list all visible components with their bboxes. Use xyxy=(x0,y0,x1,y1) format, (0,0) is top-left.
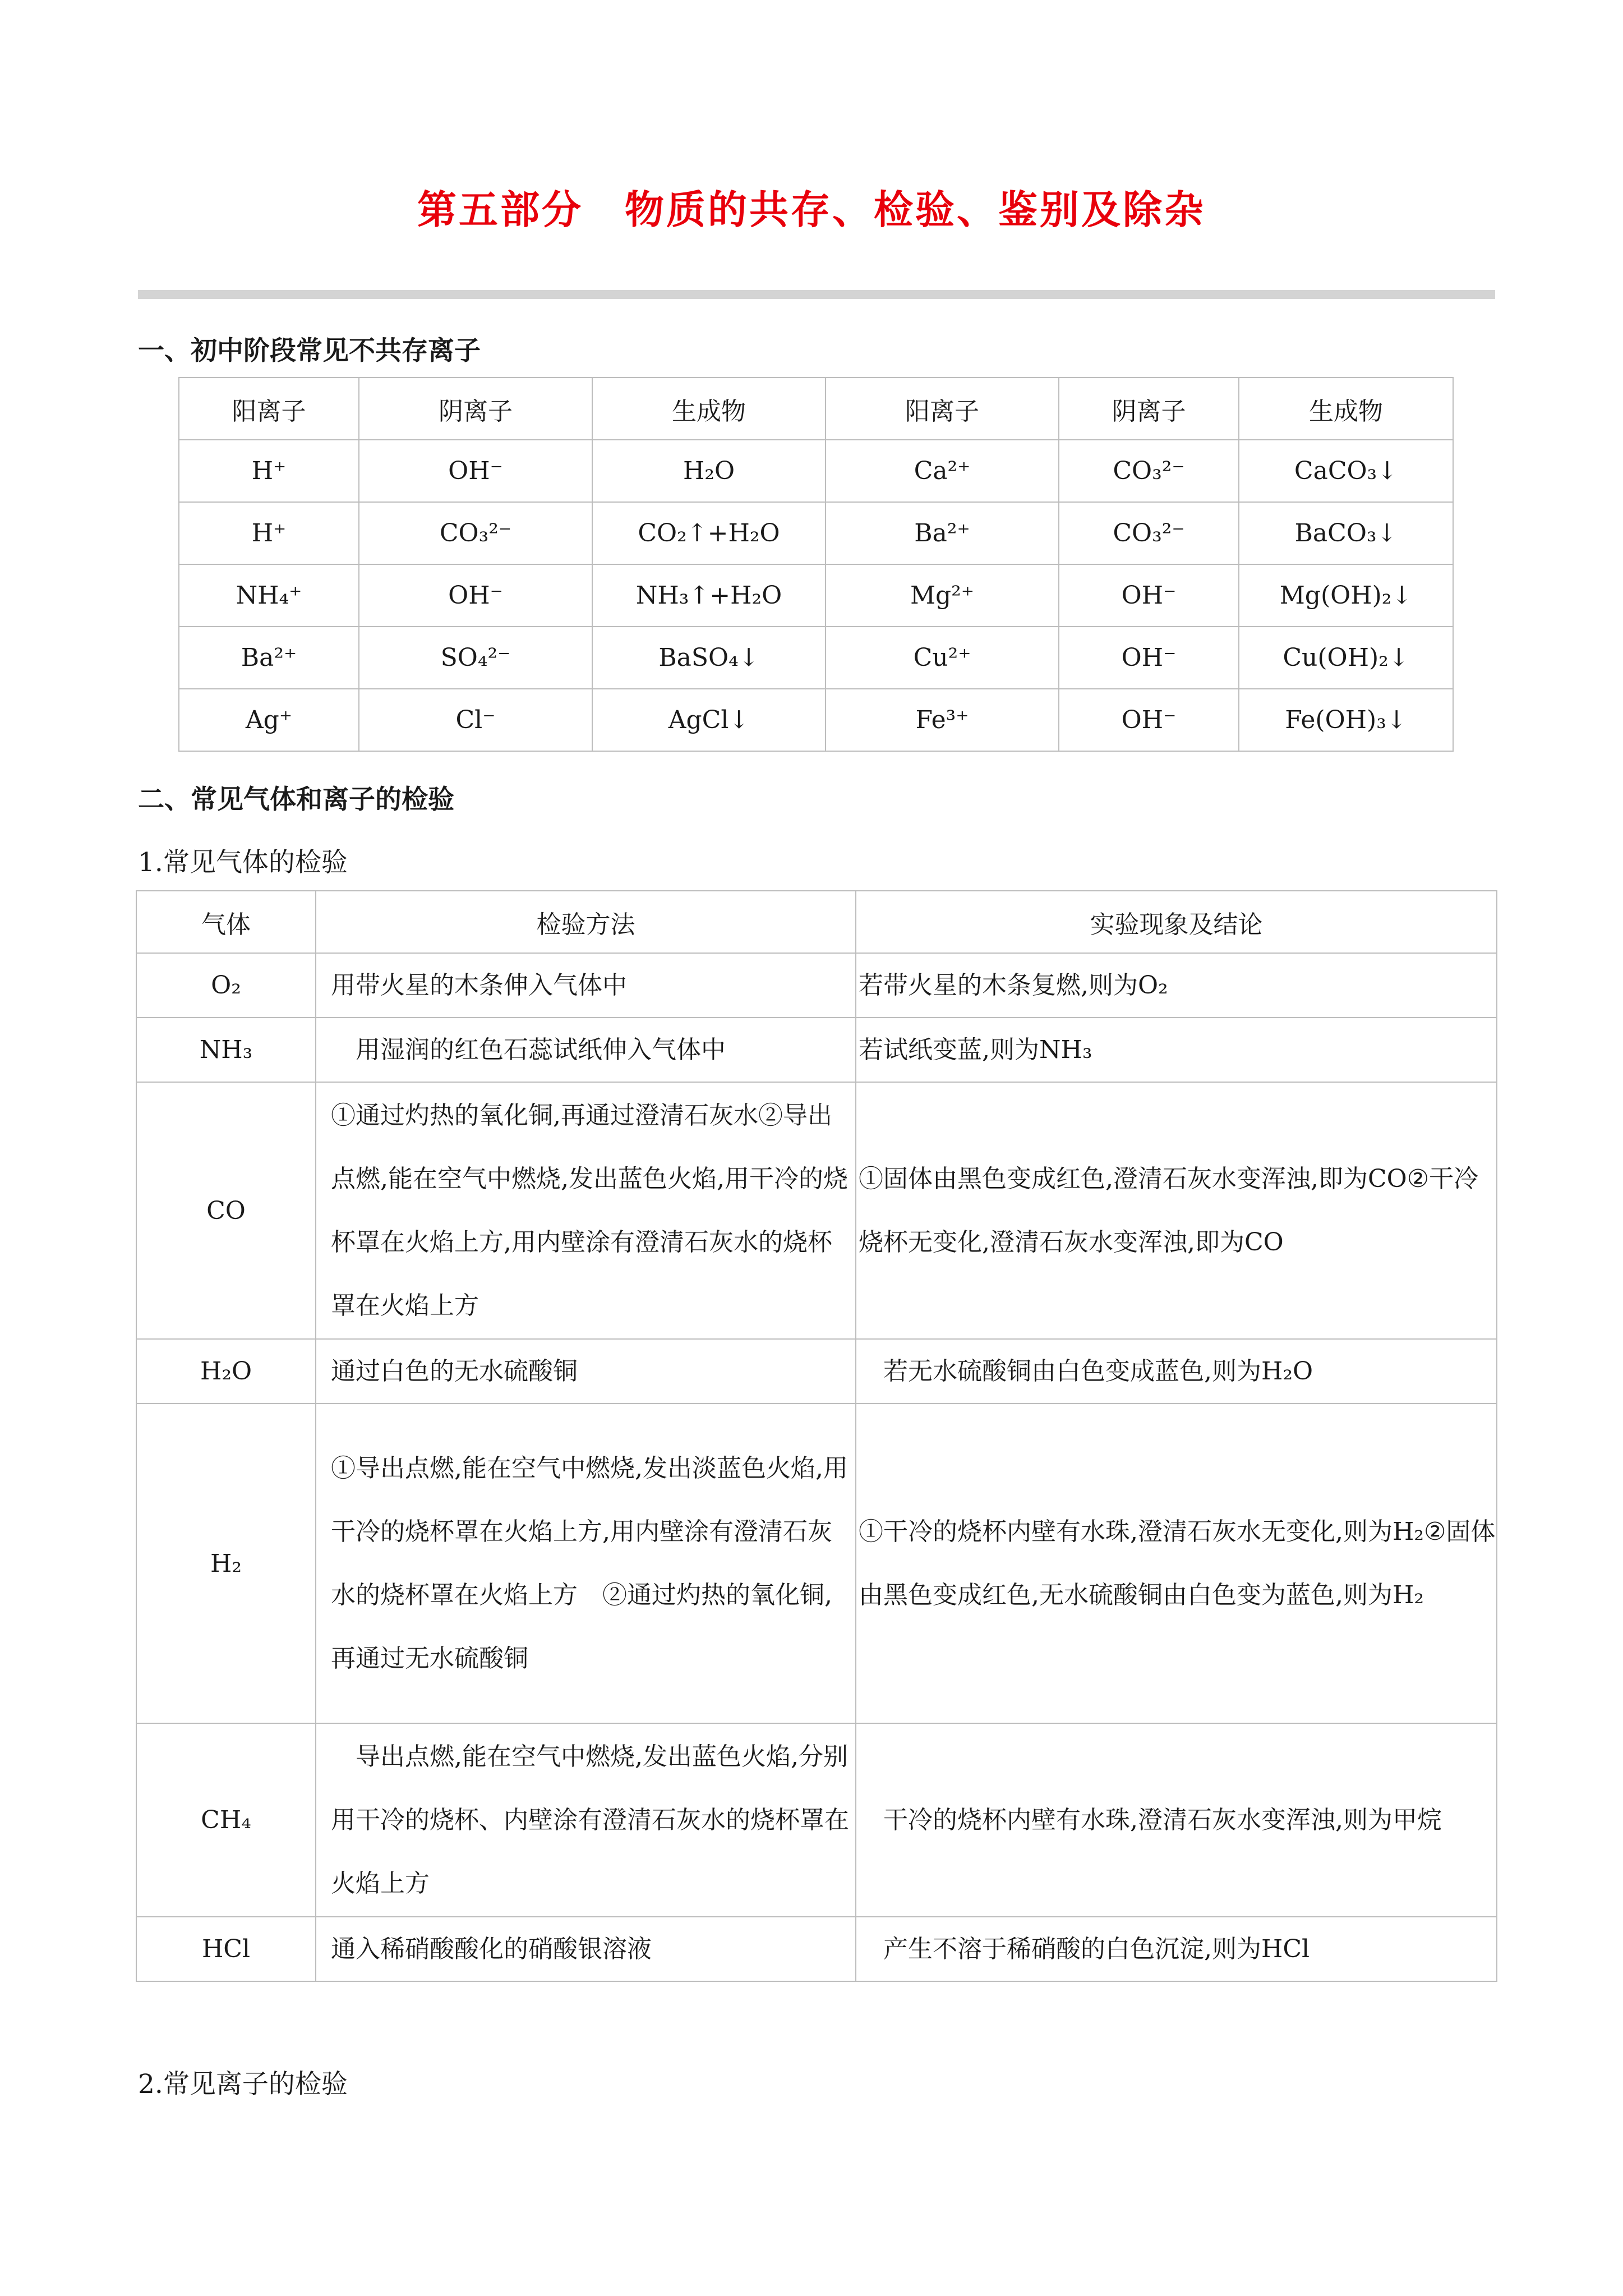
table-cell: Mg²⁺ xyxy=(826,564,1059,627)
ion-table-header xyxy=(179,378,1453,440)
method-cell: 导出点燃,能在空气中燃烧,发出蓝色火焰,分别用干冷的烧杯、内壁涂有澄清石灰水的烧杯罩在火焰上方 xyxy=(316,1723,856,1917)
header-cell: 阳离子 xyxy=(179,378,359,440)
gas-cell: H₂ xyxy=(136,1404,316,1723)
table-cell: CO₂↑+H₂O xyxy=(592,502,826,564)
table-cell: OH⁻ xyxy=(359,564,592,627)
method-cell: 用湿润的红色石蕊试纸伸入气体中 xyxy=(316,1018,856,1082)
table-cell: OH⁻ xyxy=(1059,564,1239,627)
table-cell: Ba²⁺ xyxy=(826,502,1059,564)
table-cell: OH⁻ xyxy=(1059,627,1239,689)
page-title: 第五部分 物质的共存、检验、鉴别及除杂 xyxy=(417,187,1206,233)
table-cell: Cl⁻ xyxy=(359,689,592,751)
header-cell: 气体 xyxy=(136,891,316,953)
table-cell: CO₃²⁻ xyxy=(1059,502,1239,564)
table-cell: CO₃²⁻ xyxy=(359,502,592,564)
method-cell: 用带火星的木条伸入气体中 xyxy=(316,953,856,1018)
result-cell: ①干冷的烧杯内壁有水珠,澄清石灰水无变化,则为H₂②固体由黑色变成红色,无水硫酸铜由白色变为蓝色,则为H₂ xyxy=(856,1404,1497,1723)
header-cell: 阴离子 xyxy=(1059,378,1239,440)
gas-test-subheading: 1.常见气体的检验 xyxy=(138,847,348,878)
result-cell: 若试纸变蓝,则为NH₃ xyxy=(856,1018,1497,1082)
table-cell: NH₄⁺ xyxy=(179,564,359,627)
table-row xyxy=(179,502,1453,564)
table-cell: OH⁻ xyxy=(1059,689,1239,751)
table-cell: AgCl↓ xyxy=(592,689,826,751)
table-cell: H₂O xyxy=(592,440,826,502)
table-cell: Fe(OH)₃↓ xyxy=(1239,689,1453,751)
method-cell: ①通过灼热的氧化铜,再通过澄清石灰水②导出点燃,能在空气中燃烧,发出蓝色火焰,用干冷的烧杯罩在火焰上方,用内壁涂有澄清石灰水的烧杯罩在火焰上方 xyxy=(316,1082,856,1339)
title-divider xyxy=(138,290,1495,299)
gas-test-table xyxy=(136,890,1497,1982)
method-cell: 通入稀硝酸酸化的硝酸银溶液 xyxy=(316,1917,856,1981)
table-cell: H⁺ xyxy=(179,440,359,502)
section1-heading: 一、初中阶段常见不共存离子 xyxy=(138,335,481,366)
section2-heading: 二、常见气体和离子的检验 xyxy=(138,784,454,815)
gas-cell: HCl xyxy=(136,1917,316,1981)
method-cell: ①导出点燃,能在空气中燃烧,发出淡蓝色火焰,用干冷的烧杯罩在火焰上方,用内壁涂有澄清石灰水的烧杯罩在火焰上方 ②通过灼热的氧化铜,再通过无水硫酸铜 xyxy=(316,1404,856,1723)
table-cell: Mg(OH)₂↓ xyxy=(1239,564,1453,627)
table-row xyxy=(179,689,1453,751)
table-row xyxy=(136,953,1497,1018)
table-cell: Fe³⁺ xyxy=(826,689,1059,751)
table-cell: BaSO₄↓ xyxy=(592,627,826,689)
table-cell: Cu²⁺ xyxy=(826,627,1059,689)
table-row xyxy=(179,564,1453,627)
gas-cell: O₂ xyxy=(136,953,316,1018)
method-cell: 通过白色的无水硫酸铜 xyxy=(316,1339,856,1404)
ion-test-subheading: 2.常见离子的检验 xyxy=(138,2069,348,2100)
table-cell: SO₄²⁻ xyxy=(359,627,592,689)
header-cell: 实验现象及结论 xyxy=(856,891,1497,953)
table-row xyxy=(136,1723,1497,1917)
result-cell: 干冷的烧杯内壁有水珠,澄清石灰水变浑浊,则为甲烷 xyxy=(856,1723,1497,1917)
table-cell: CO₃²⁻ xyxy=(1059,440,1239,502)
table-cell: Ca²⁺ xyxy=(826,440,1059,502)
result-cell: 若无水硫酸铜由白色变成蓝色,则为H₂O xyxy=(856,1339,1497,1404)
header-cell: 生成物 xyxy=(592,378,826,440)
header-cell: 阳离子 xyxy=(826,378,1059,440)
table-row xyxy=(136,1917,1497,1981)
table-cell: H⁺ xyxy=(179,502,359,564)
table-cell: Ba²⁺ xyxy=(179,627,359,689)
table-cell: CaCO₃↓ xyxy=(1239,440,1453,502)
result-cell: 产生不溶于稀硝酸的白色沉淀,则为HCl xyxy=(856,1917,1497,1981)
gas-cell: NH₃ xyxy=(136,1018,316,1082)
table-cell: Cu(OH)₂↓ xyxy=(1239,627,1453,689)
gas-cell: CO xyxy=(136,1082,316,1339)
ion-table xyxy=(178,377,1454,752)
gas-cell: CH₄ xyxy=(136,1723,316,1917)
table-cell: BaCO₃↓ xyxy=(1239,502,1453,564)
result-cell: ①固体由黑色变成红色,澄清石灰水变浑浊,即为CO②干冷烧杯无变化,澄清石灰水变浑浊,即为CO xyxy=(856,1082,1497,1339)
table-row xyxy=(136,1404,1497,1723)
table-row xyxy=(136,1018,1497,1082)
header-cell: 检验方法 xyxy=(316,891,856,953)
table-row xyxy=(136,1339,1497,1404)
result-cell: 若带火星的木条复燃,则为O₂ xyxy=(856,953,1497,1018)
header-cell: 生成物 xyxy=(1239,378,1453,440)
table-cell: OH⁻ xyxy=(359,440,592,502)
gas-cell: H₂O xyxy=(136,1339,316,1404)
table-row xyxy=(179,627,1453,689)
header-cell: 阴离子 xyxy=(359,378,592,440)
table-row xyxy=(179,440,1453,502)
table-cell: Ag⁺ xyxy=(179,689,359,751)
table-cell: NH₃↑+H₂O xyxy=(592,564,826,627)
gas-table-header xyxy=(136,891,1497,953)
table-row xyxy=(136,1082,1497,1339)
